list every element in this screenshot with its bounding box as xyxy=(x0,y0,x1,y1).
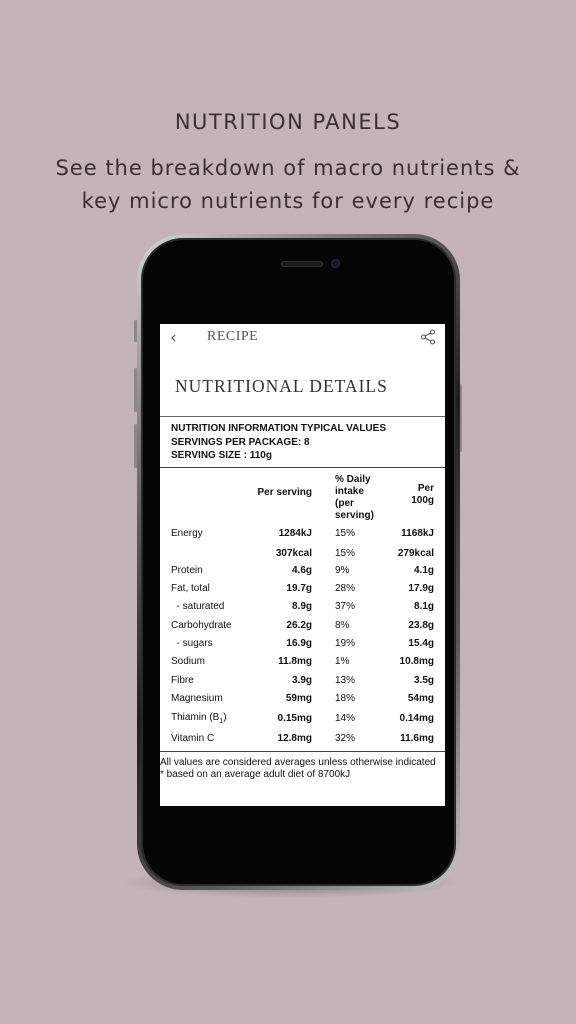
value-daily-intake: 19% xyxy=(335,637,356,649)
value-daily-intake: 8% xyxy=(335,619,350,631)
table-row xyxy=(160,579,445,597)
nutrition-rows xyxy=(160,525,445,748)
nutrient-name: Vitamin C xyxy=(171,733,215,745)
value-daily-intake: 9% xyxy=(335,564,350,576)
value-daily-intake: 13% xyxy=(335,674,356,686)
promo-subheading xyxy=(0,152,576,218)
nav-bar xyxy=(160,324,445,352)
table-row xyxy=(160,634,445,652)
value-per-100g: 23.8g xyxy=(408,619,434,631)
header-per-100g: Per 100g xyxy=(411,482,434,506)
page-title: NUTRITIONAL DETAILS xyxy=(175,376,388,396)
table-row xyxy=(160,543,445,561)
table-row xyxy=(160,729,445,747)
header-daily-intake: % Daily intake (per serving) xyxy=(335,473,374,521)
value-per-100g: 279kcal xyxy=(397,547,434,559)
nutrient-name: Carbohydrate xyxy=(171,619,232,631)
nutrient-name: Protein xyxy=(171,564,203,576)
app-screen xyxy=(160,324,445,806)
promo-heading: NUTRITION PANELS xyxy=(174,110,402,134)
nutrient-name xyxy=(160,543,243,561)
value-daily-intake: 37% xyxy=(335,601,356,613)
table-row xyxy=(160,707,445,729)
footnote-diet: * based on an average adult diet of 8700kJ xyxy=(160,769,351,781)
nutrition-footnote xyxy=(160,751,445,782)
phone-body xyxy=(141,238,456,886)
value-daily-intake: 1% xyxy=(335,656,350,668)
value-per-serving: 4.6g xyxy=(291,564,312,576)
value-per-100g: 1168kJ xyxy=(401,528,434,540)
value-daily-intake: 14% xyxy=(335,712,356,724)
value-daily-intake: 15% xyxy=(335,547,356,559)
table-row xyxy=(160,689,445,707)
value-per-100g: 15.4g xyxy=(408,637,434,649)
value-per-serving: 3.9g xyxy=(291,674,312,686)
value-per-100g: 17.9g xyxy=(408,583,434,595)
table-row xyxy=(160,561,445,579)
nutrition-info xyxy=(160,417,445,468)
table-row xyxy=(160,671,445,689)
header-per-serving: Per serving xyxy=(257,486,312,498)
value-per-100g: 54mg xyxy=(407,692,434,704)
value-per-100g: 8.1g xyxy=(413,601,434,613)
nutrient-name: Thiamin $(B_1)$ xyxy=(171,711,227,725)
value-per-serving: 1284kJ xyxy=(278,528,312,540)
nutrient-name: Fat, total xyxy=(171,583,210,595)
header-nutrient xyxy=(160,468,243,525)
value-per-serving: 307kcal xyxy=(275,547,312,559)
promo-subheading-line2: key micro nutrients for every recipe xyxy=(81,189,495,213)
table-row xyxy=(160,616,445,634)
value-per-serving: 8.9g xyxy=(291,601,312,613)
value-per-100g: 3.5g xyxy=(413,674,434,686)
value-per-serving: 59mg xyxy=(285,692,312,704)
table-row xyxy=(160,598,445,616)
phone-speaker xyxy=(281,261,323,267)
info-line-serving-size: SERVING SIZE : 110g xyxy=(171,450,272,461)
table-row xyxy=(160,525,445,543)
value-per-serving: 12.8mg xyxy=(277,733,312,745)
value-per-serving: 16.9g xyxy=(286,637,312,649)
value-per-serving: 0.15mg xyxy=(277,712,312,724)
nutrient-name: - sugars xyxy=(171,637,213,649)
value-per-serving: 26.2g xyxy=(286,619,312,631)
nutrient-name: - saturated xyxy=(171,601,225,613)
chevron-left-icon[interactable]: ‹ xyxy=(170,328,177,348)
share-icon[interactable] xyxy=(420,329,436,345)
phone-camera xyxy=(331,259,340,268)
table-header-row xyxy=(160,468,445,525)
nutrient-name: Fibre xyxy=(171,674,194,686)
footnote-averages: All values are considered averages unless otherwise indicated xyxy=(160,756,436,768)
value-per-100g: 0.14mg xyxy=(399,712,434,724)
nutrient-name: Sodium xyxy=(171,656,205,668)
nav-title: RECIPE xyxy=(207,329,259,344)
value-per-100g: 11.6mg xyxy=(400,733,434,745)
info-line-typical-values: NUTRITION INFORMATION TYPICAL VALUES xyxy=(171,423,386,434)
nutrition-table xyxy=(160,468,445,748)
phone-frame xyxy=(137,234,460,890)
table-row xyxy=(160,653,445,671)
value-daily-intake: 28% xyxy=(335,583,356,595)
value-per-100g: 10.8mg xyxy=(399,656,434,668)
nutrient-name: Magnesium xyxy=(171,692,223,704)
value-daily-intake: 18% xyxy=(335,692,356,704)
value-per-serving: 19.7g xyxy=(286,583,312,595)
info-line-servings: SERVINGS PER PACKAGE: 8 xyxy=(171,436,310,448)
nutrition-panel xyxy=(160,416,445,782)
promo-subheading-line1: See the breakdown of macro nutrients & xyxy=(55,156,521,180)
value-daily-intake: 32% xyxy=(335,733,356,745)
value-per-serving: 11.8mg xyxy=(278,656,312,668)
value-per-100g: 4.1g xyxy=(413,564,434,576)
nutrient-name: Energy xyxy=(171,528,203,540)
value-daily-intake: 15% xyxy=(335,528,356,540)
